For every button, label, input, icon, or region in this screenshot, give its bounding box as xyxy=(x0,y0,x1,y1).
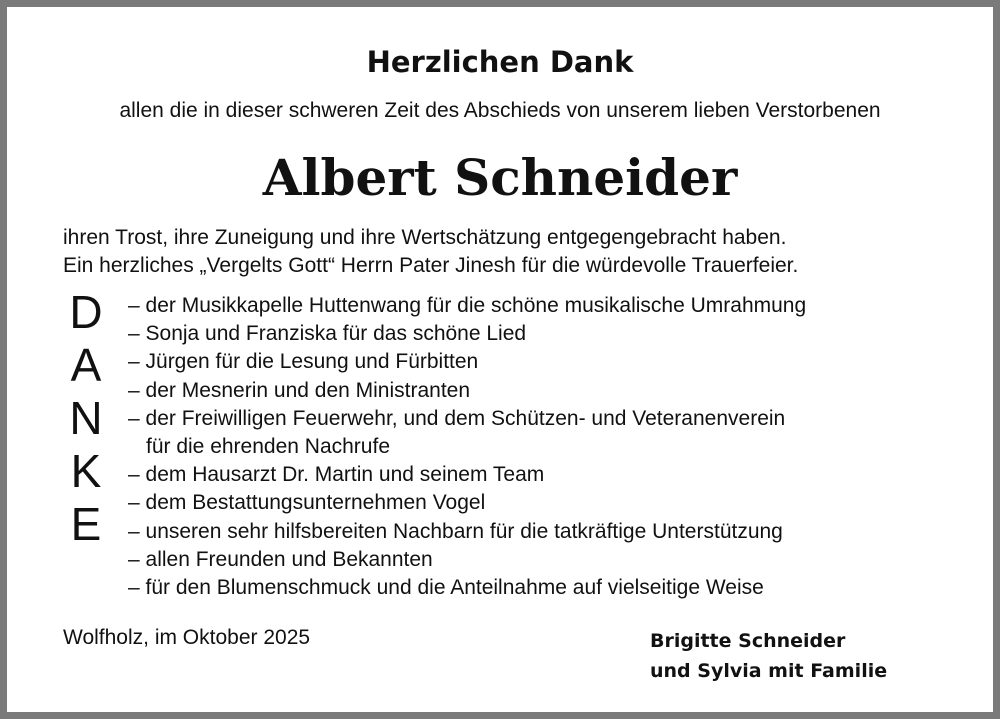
danke-letter: N xyxy=(69,392,103,444)
thanks-item: – für den Blumenschmuck und die Anteilnahme auf vielseitige Weise xyxy=(128,576,764,600)
thanks-item: – der Mesnerin und den Ministranten xyxy=(128,378,471,402)
thanks-item: – dem Bestattungsunternehmen Vogel xyxy=(128,491,486,515)
gratitude-text-line-2: Ein herzliches „Vergelts Gott“ Herrn Pater Jinesh für die würdevolle Trauerfeier. xyxy=(63,254,799,277)
signature-block xyxy=(650,626,887,686)
danke-vertical-word xyxy=(58,286,114,551)
thanks-item: – unseren sehr hilfsbereiten Nachbarn für die tatkräftige Unterstützung xyxy=(128,519,783,543)
danke-letter: E xyxy=(70,498,102,550)
signature-line-2: und Sylvia mit Familie xyxy=(650,660,888,682)
danke-letter: A xyxy=(70,339,102,391)
place-and-date: Wolfholz, im Oktober 2025 xyxy=(63,626,311,649)
thanks-item: – der Freiwilligen Feuerwehr, und dem Schützen- und Veteranenverein für die ehrenden Nachrufe xyxy=(128,405,806,461)
notice-heading: Herzlichen Dank xyxy=(366,45,634,79)
thanks-item: – allen Freunden und Bekannten xyxy=(128,547,433,571)
thanks-item-continuation: für die ehrenden Nachrufe xyxy=(146,435,390,459)
thanks-item: – dem Hausarzt Dr. Martin und seinem Team xyxy=(128,463,545,487)
danke-letter: K xyxy=(70,445,102,497)
danke-letter: D xyxy=(69,286,103,338)
thanks-item: – der Musikkapelle Huttenwang für die schöne musikalische Umrahmung xyxy=(128,294,807,317)
thanks-item: – Jürgen für die Lesung und Fürbitten xyxy=(128,350,479,374)
intro-text: allen die in dieser schweren Zeit des Abschieds von unserem lieben Verstorbenen xyxy=(119,99,881,122)
signature-line-1: Brigitte Schneider xyxy=(650,630,846,652)
gratitude-text-line-1: ihren Trost, ihre Zuneigung und ihre Wertschätzung entgegengebracht haben. xyxy=(63,226,787,249)
deceased-name: Albert Schneider xyxy=(262,148,738,207)
thanks-list xyxy=(128,292,806,602)
thanks-item: – Sonja und Franziska für das schöne Lied xyxy=(128,322,527,346)
